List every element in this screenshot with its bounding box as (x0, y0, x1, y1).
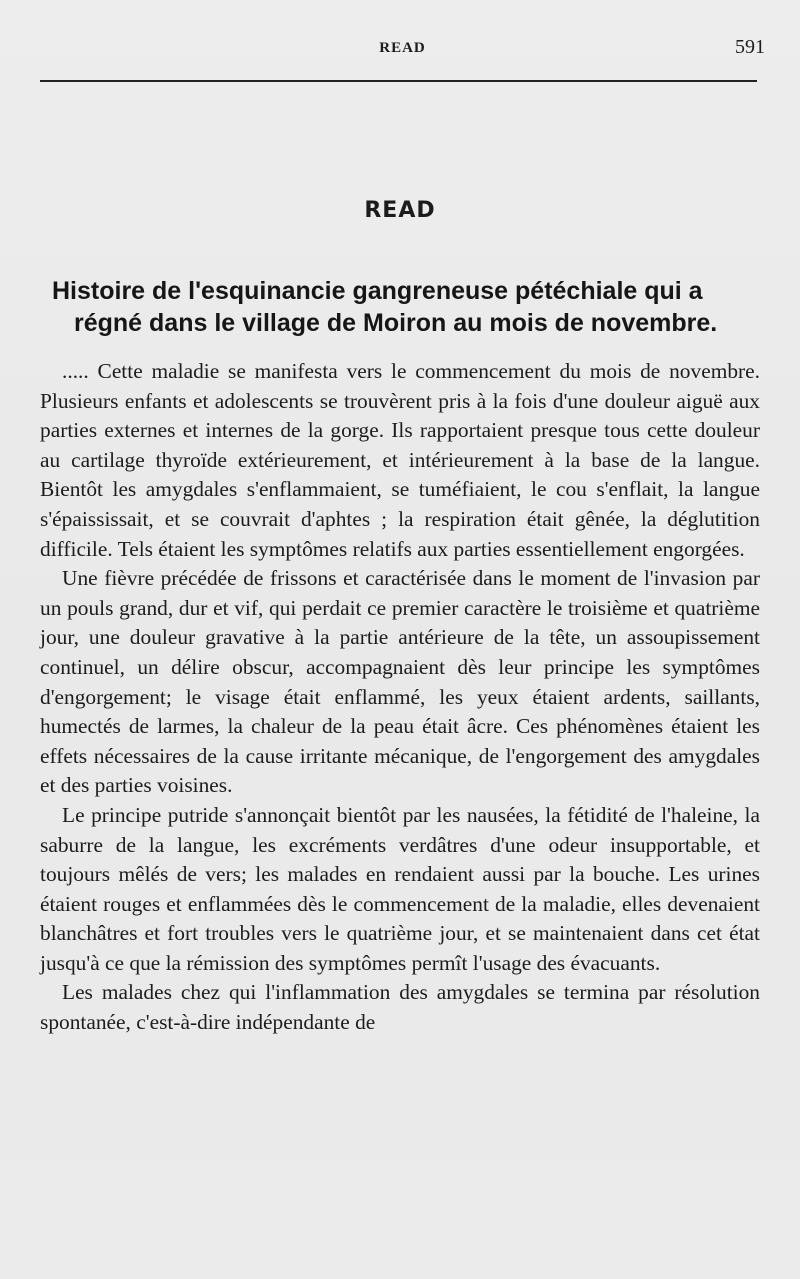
page-number: 591 (735, 36, 765, 58)
body-text (40, 357, 760, 1038)
header-rule (40, 80, 757, 82)
paragraph: Le principe putride s'annonçait bientôt par les nausées, la fétidité de l'haleine, la saburre de la langue, les excréments verdâtres d'une odeur insupportable, et toujours mêlés de vers; les malades en rendaient aussi par la bouche. Les urines étaient rouges et enflammées dès le commencement de la maladie, elles devenaient blanchâtres et fort troubles vers le quatrième jour, et se maintenaient dans cet état jusqu'à ce que la rémission des symptômes permît l'usage des évacuants. (40, 802, 760, 975)
running-title: READ (379, 40, 426, 56)
article-title-line-1: Histoire de l'esquinancie gangreneuse pétéchiale qui a (52, 277, 703, 305)
running-header (40, 36, 765, 62)
article-title (52, 275, 762, 339)
paragraph: ..... Cette maladie se manifesta vers le commencement du mois de novembre. Plusieurs enfants et adolescents se trouvèrent pris à la fois d'une douleur aiguë aux parties externes et internes de la gorge. Ils rapportaient presque tous cette douleur au cartilage thyroïde extérieurement, et intérieurement à la base de la langue. Bientôt les amygdales s'enflammaient, se tuméfiaient, le cou s'enflait, la langue s'épaississait, et se couvrait d'aphtes ; la respiration était gênée, la déglutition difficile. Tels étaient les symptômes relatifs aux parties essentiellement engorgées. (40, 359, 760, 561)
author-heading: READ (364, 198, 436, 223)
article-title-line-2: régné dans le village de Moiron au mois de novembre. (74, 309, 718, 337)
paragraph: Les malades chez qui l'inflammation des amygdales se termina par résolution spontanée, c'est-à-dire indépendante de (40, 980, 760, 1035)
paragraph: Une fièvre précédée de frissons et caractérisée dans le moment de l'invasion par un pouls grand, dur et vif, qui perdait ce premier caractère le troisième et quatrième jour, une douleur gravative à la partie antérieure de la tête, un assoupissement continuel, un délire obscur, accompagnaient dès leur principe les symptômes d'engorgement; le visage était enflammé, les yeux étaient ardents, saillants, humectés de larmes, la chaleur de la peau était âcre. Ces phénomènes étaient les effets nécessaires de la cause irritante mécanique, de l'engorgement des amygdales et des parties voisines. (40, 566, 760, 798)
